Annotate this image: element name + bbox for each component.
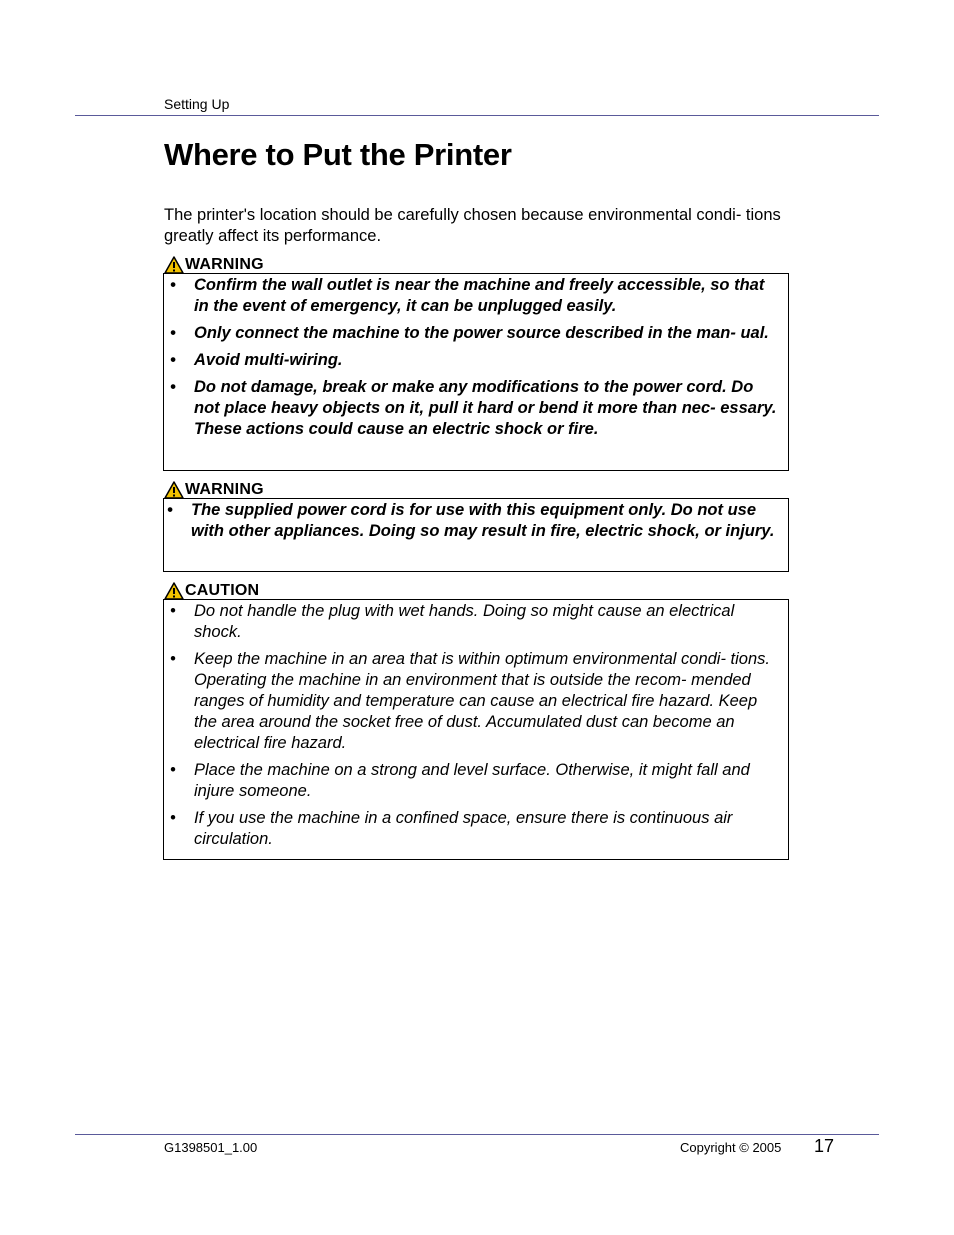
caution-box: [163, 599, 789, 860]
warning-label: WARNING: [185, 481, 264, 498]
warning-box-1: [163, 273, 789, 471]
warning-heading-2: [164, 479, 264, 499]
header-rule: [75, 115, 879, 116]
page-number: 17: [814, 1136, 835, 1156]
warning-triangle-icon: [164, 582, 184, 600]
list-item: • The supplied power cord is for use with this equipment only. Do not use with other appliances. Doing so may result in fire, electric shock, or injury.: [167, 501, 775, 540]
footer-doc-code: G1398501_1.00: [164, 1140, 258, 1155]
list-item: • Do not handle the plug with wet hands. Doing so might cause an electrical shock.: [170, 602, 735, 641]
warning-heading-1: [164, 254, 264, 274]
warning-triangle-icon: [164, 256, 184, 274]
list-item: • Avoid multi-wiring.: [170, 351, 343, 369]
list-item: • If you use the machine in a confined space, ensure there is continuous air circulation.: [170, 809, 733, 848]
warning-triangle-icon: [164, 481, 184, 499]
page-title: Where to Put the Printer: [164, 137, 512, 172]
caution-heading: [164, 580, 259, 600]
footer-copyright: Copyright © 2005: [680, 1140, 782, 1155]
list-item: • Confirm the wall outlet is near the machine and freely accessible, so that in the event of emergency, it can be unplugged easily.: [170, 276, 765, 315]
footer-rule: [75, 1134, 879, 1135]
caution-label: CAUTION: [185, 582, 260, 599]
list-item: • Only connect the machine to the power source described in the man- ual.: [170, 324, 769, 342]
warning-box-2: [163, 498, 789, 572]
warning-label: WARNING: [185, 256, 264, 273]
list-item: • Keep the machine in an area that is within optimum environmental condi- tions. Operating the machine in an environment that is outside the recom- mended ranges of humidity and temperature can cause an electrical fire hazard. Keep the area around the socket free of dust. Accumulated dust can become an electrical fire hazard.: [170, 650, 770, 752]
list-item: • Do not damage, break or make any modifications to the power cord. Do not place heavy objects on it, pull it hard or bend it more than nec- essary. These actions could cause an electric shock or fire.: [170, 378, 777, 438]
intro-paragraph: The printer's location should be carefully chosen because environmental condi- tions greatly affect its performance.: [164, 206, 781, 245]
header-section-label: Setting Up: [164, 96, 230, 112]
list-item: • Place the machine on a strong and level surface. Otherwise, it might fall and injure someone.: [170, 761, 750, 800]
